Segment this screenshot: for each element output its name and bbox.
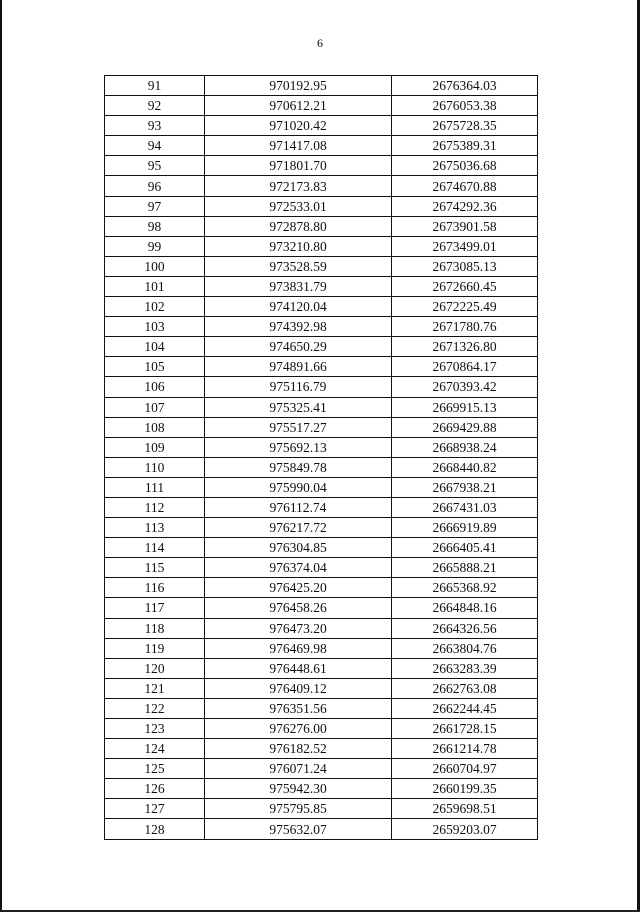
x-coordinate-cell: 976448.61	[205, 658, 392, 678]
table-row	[105, 156, 538, 176]
y-coordinate-cell: 2675389.31	[392, 136, 538, 156]
y-coordinate-cell: 2673901.58	[392, 216, 538, 236]
table-row	[105, 678, 538, 698]
x-coordinate-cell: 971417.08	[205, 136, 392, 156]
point-number-cell: 120	[105, 658, 205, 678]
y-coordinate-cell: 2660199.35	[392, 779, 538, 799]
table-row	[105, 719, 538, 739]
table-row	[105, 377, 538, 397]
x-coordinate-cell: 970612.21	[205, 96, 392, 116]
y-coordinate-cell: 2670393.42	[392, 377, 538, 397]
table-row	[105, 437, 538, 457]
coordinate-table-body	[105, 76, 538, 840]
y-coordinate-cell: 2668938.24	[392, 437, 538, 457]
x-coordinate-cell: 974891.66	[205, 357, 392, 377]
table-row	[105, 256, 538, 276]
table-row	[105, 578, 538, 598]
y-coordinate-cell: 2667938.21	[392, 477, 538, 497]
table-row	[105, 779, 538, 799]
y-coordinate-cell: 2675036.68	[392, 156, 538, 176]
table-row	[105, 598, 538, 618]
point-number-cell: 116	[105, 578, 205, 598]
x-coordinate-cell: 973831.79	[205, 276, 392, 296]
point-number-cell: 100	[105, 256, 205, 276]
y-coordinate-cell: 2674670.88	[392, 176, 538, 196]
point-number-cell: 119	[105, 638, 205, 658]
table-row	[105, 497, 538, 517]
x-coordinate-cell: 971801.70	[205, 156, 392, 176]
y-coordinate-cell: 2669915.13	[392, 397, 538, 417]
y-coordinate-cell: 2675728.35	[392, 116, 538, 136]
point-number-cell: 111	[105, 477, 205, 497]
x-coordinate-cell: 975692.13	[205, 437, 392, 457]
point-number-cell: 122	[105, 698, 205, 718]
point-number-cell: 108	[105, 417, 205, 437]
x-coordinate-cell: 976374.04	[205, 558, 392, 578]
y-coordinate-cell: 2661214.78	[392, 739, 538, 759]
point-number-cell: 103	[105, 317, 205, 337]
table-row	[105, 558, 538, 578]
x-coordinate-cell: 975325.41	[205, 397, 392, 417]
y-coordinate-cell: 2667431.03	[392, 497, 538, 517]
x-coordinate-cell: 974120.04	[205, 297, 392, 317]
point-number-cell: 92	[105, 96, 205, 116]
y-coordinate-cell: 2664848.16	[392, 598, 538, 618]
page-number: 6	[317, 36, 323, 50]
x-coordinate-cell: 975990.04	[205, 477, 392, 497]
point-number-cell: 115	[105, 558, 205, 578]
y-coordinate-cell: 2662244.45	[392, 698, 538, 718]
point-number-cell: 102	[105, 297, 205, 317]
point-number-cell: 112	[105, 497, 205, 517]
table-row	[105, 96, 538, 116]
point-number-cell: 124	[105, 739, 205, 759]
x-coordinate-cell: 976473.20	[205, 618, 392, 638]
x-coordinate-cell: 976425.20	[205, 578, 392, 598]
point-number-cell: 123	[105, 719, 205, 739]
y-coordinate-cell: 2665888.21	[392, 558, 538, 578]
y-coordinate-cell: 2660704.97	[392, 759, 538, 779]
point-number-cell: 113	[105, 518, 205, 538]
table-row	[105, 76, 538, 96]
x-coordinate-cell: 976182.52	[205, 739, 392, 759]
y-coordinate-cell: 2664326.56	[392, 618, 538, 638]
y-coordinate-cell: 2671326.80	[392, 337, 538, 357]
x-coordinate-cell: 976217.72	[205, 518, 392, 538]
point-number-cell: 105	[105, 357, 205, 377]
table-row	[105, 739, 538, 759]
point-number-cell: 118	[105, 618, 205, 638]
x-coordinate-cell: 974392.98	[205, 317, 392, 337]
point-number-cell: 126	[105, 779, 205, 799]
table-row	[105, 477, 538, 497]
x-coordinate-cell: 976458.26	[205, 598, 392, 618]
point-number-cell: 93	[105, 116, 205, 136]
y-coordinate-cell: 2673085.13	[392, 256, 538, 276]
point-number-cell: 97	[105, 196, 205, 216]
y-coordinate-cell: 2665368.92	[392, 578, 538, 598]
x-coordinate-cell: 973210.80	[205, 236, 392, 256]
point-number-cell: 114	[105, 538, 205, 558]
point-number-cell: 96	[105, 176, 205, 196]
table-row	[105, 658, 538, 678]
x-coordinate-cell: 973528.59	[205, 256, 392, 276]
point-number-cell: 94	[105, 136, 205, 156]
table-row	[105, 417, 538, 437]
x-coordinate-cell: 975849.78	[205, 457, 392, 477]
y-coordinate-cell: 2659203.07	[392, 819, 538, 839]
table-row	[105, 518, 538, 538]
table-row	[105, 799, 538, 819]
table-row	[105, 297, 538, 317]
point-number-cell: 109	[105, 437, 205, 457]
table-row	[105, 357, 538, 377]
point-number-cell: 127	[105, 799, 205, 819]
point-number-cell: 128	[105, 819, 205, 839]
page-border-left	[0, 0, 2, 912]
x-coordinate-cell: 976276.00	[205, 719, 392, 739]
point-number-cell: 98	[105, 216, 205, 236]
y-coordinate-cell: 2668440.82	[392, 457, 538, 477]
y-coordinate-cell: 2671780.76	[392, 317, 538, 337]
table-row	[105, 638, 538, 658]
x-coordinate-cell: 975795.85	[205, 799, 392, 819]
y-coordinate-cell: 2666919.89	[392, 518, 538, 538]
table-row	[105, 397, 538, 417]
coordinate-table	[104, 75, 538, 840]
y-coordinate-cell: 2670864.17	[392, 357, 538, 377]
x-coordinate-cell: 974650.29	[205, 337, 392, 357]
y-coordinate-cell: 2666405.41	[392, 538, 538, 558]
table-row	[105, 317, 538, 337]
point-number-cell: 117	[105, 598, 205, 618]
point-number-cell: 91	[105, 76, 205, 96]
table-row	[105, 276, 538, 296]
x-coordinate-cell: 970192.95	[205, 76, 392, 96]
point-number-cell: 110	[105, 457, 205, 477]
table-row	[105, 538, 538, 558]
x-coordinate-cell: 976469.98	[205, 638, 392, 658]
y-coordinate-cell: 2676364.03	[392, 76, 538, 96]
table-row	[105, 236, 538, 256]
point-number-cell: 104	[105, 337, 205, 357]
table-row	[105, 618, 538, 638]
table-row	[105, 698, 538, 718]
y-coordinate-cell: 2663804.76	[392, 638, 538, 658]
point-number-cell: 95	[105, 156, 205, 176]
x-coordinate-cell: 975517.27	[205, 417, 392, 437]
point-number-cell: 107	[105, 397, 205, 417]
point-number-cell: 106	[105, 377, 205, 397]
y-coordinate-cell: 2662763.08	[392, 678, 538, 698]
x-coordinate-cell: 976071.24	[205, 759, 392, 779]
table-row	[105, 116, 538, 136]
y-coordinate-cell: 2669429.88	[392, 417, 538, 437]
x-coordinate-cell: 972533.01	[205, 196, 392, 216]
y-coordinate-cell: 2661728.15	[392, 719, 538, 739]
table-row	[105, 136, 538, 156]
y-coordinate-cell: 2674292.36	[392, 196, 538, 216]
point-number-cell: 101	[105, 276, 205, 296]
table-row	[105, 759, 538, 779]
table-row	[105, 819, 538, 839]
point-number-cell: 125	[105, 759, 205, 779]
y-coordinate-cell: 2672225.49	[392, 297, 538, 317]
table-row	[105, 216, 538, 236]
table-row	[105, 196, 538, 216]
x-coordinate-cell: 976112.74	[205, 497, 392, 517]
y-coordinate-cell: 2673499.01	[392, 236, 538, 256]
x-coordinate-cell: 972173.83	[205, 176, 392, 196]
x-coordinate-cell: 975632.07	[205, 819, 392, 839]
x-coordinate-cell: 971020.42	[205, 116, 392, 136]
y-coordinate-cell: 2663283.39	[392, 658, 538, 678]
table-row	[105, 457, 538, 477]
y-coordinate-cell: 2676053.38	[392, 96, 538, 116]
x-coordinate-cell: 975116.79	[205, 377, 392, 397]
x-coordinate-cell: 972878.80	[205, 216, 392, 236]
y-coordinate-cell: 2659698.51	[392, 799, 538, 819]
y-coordinate-cell: 2672660.45	[392, 276, 538, 296]
point-number-cell: 121	[105, 678, 205, 698]
x-coordinate-cell: 976351.56	[205, 698, 392, 718]
x-coordinate-cell: 976304.85	[205, 538, 392, 558]
x-coordinate-cell: 976409.12	[205, 678, 392, 698]
table-row	[105, 176, 538, 196]
point-number-cell: 99	[105, 236, 205, 256]
x-coordinate-cell: 975942.30	[205, 779, 392, 799]
table-row	[105, 337, 538, 357]
